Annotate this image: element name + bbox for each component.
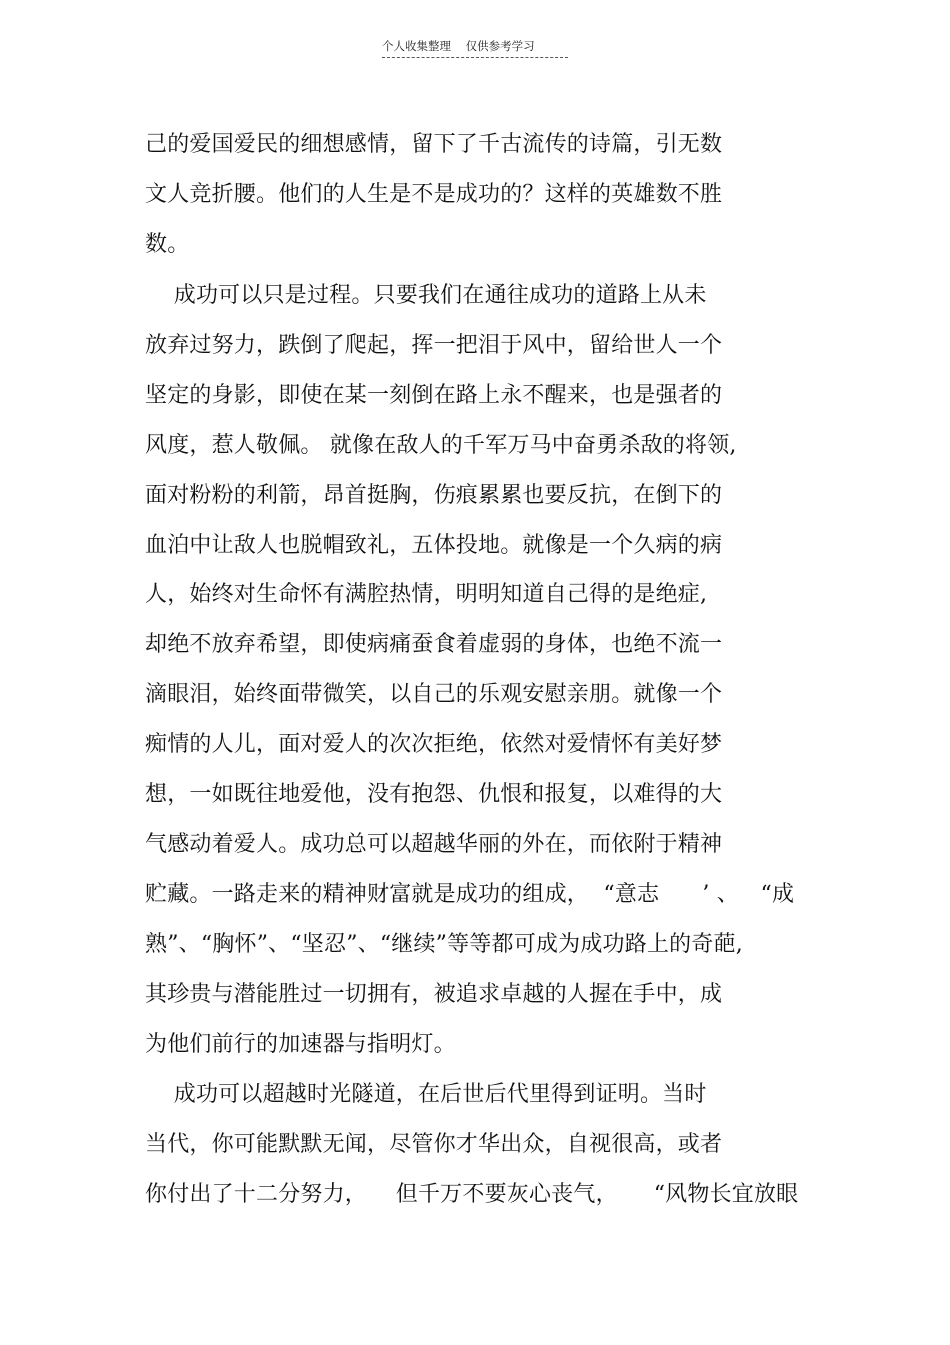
- text-line: 为他们前行的加速器与指明灯。: [145, 1032, 456, 1057]
- text-line: 气感动着爱人。成功总可以超越华丽的外在，而依附于精神: [145, 832, 723, 857]
- text-line: 痴情的人儿，面对爱人的次次拒绝，依然对爱情怀有美好梦: [145, 732, 723, 757]
- text-line: 其珍贵与潜能胜过一切拥有，被追求卓越的人握在手中，成: [145, 982, 723, 1007]
- text-line: 你付出了十二分努力， 但千万不要灰心丧气， “风物长宜放眼: [145, 1182, 799, 1207]
- text-line: 风度，惹人敬佩。 就像在敌人的千军万马中奋勇杀敌的将领,: [145, 433, 737, 458]
- text-line: 己的爱国爱民的细想感情，留下了千古流传的诗篇，引无数: [145, 132, 723, 157]
- text-line: 想，一如既往地爱他，没有抱怨、仇恨和报复，以难得的大: [145, 782, 723, 807]
- text-line: 当代，你可能默默无闻，尽管你才华出众，自视很高，或者: [145, 1132, 723, 1157]
- text-line: 贮藏。一路走来的精神财富就是成功的组成， “意志 ’ 、 “成: [145, 882, 795, 907]
- text-line: 人，始终对生命怀有满腔热情，明明知道自己得的是绝症,: [145, 582, 708, 607]
- text-line: 文人竞折腰。他们的人生是不是成功的？这样的英雄数不胜: [145, 182, 723, 207]
- text-line: 数。: [145, 232, 190, 257]
- text-line: 面对粉粉的利箭，昂首挺胸，伤痕累累也要反抗，在倒下的: [145, 483, 723, 508]
- text-line: 坚定的身影，即使在某一刻倒在路上永不醒来，也是强者的: [145, 383, 723, 408]
- text-line: 熟”、“胸怀”、“坚忍”、“继续”等等都可成为成功路上的奇葩,: [145, 932, 743, 957]
- text-line: 放弃过努力，跌倒了爬起，挥一把泪于风中，留给世人一个: [145, 333, 723, 358]
- text-line: 成功可以只是过程。只要我们在通往成功的道路上从未: [145, 283, 707, 308]
- text-line: 成功可以超越时光隧道，在后世后代里得到证明。当时: [145, 1082, 707, 1107]
- text-line: 滴眼泪，始终面带微笑，以自己的乐观安慰亲朋。就像一个: [145, 682, 723, 707]
- page-header: 个人收集整理 仅供参考学习: [382, 38, 568, 58]
- text-line: 却绝不放弃希望，即使病痛蚕食着虚弱的身体，也绝不流一: [145, 632, 723, 657]
- text-line: 血泊中让敌人也脱帽致礼，五体投地。就像是一个久病的病: [145, 533, 723, 558]
